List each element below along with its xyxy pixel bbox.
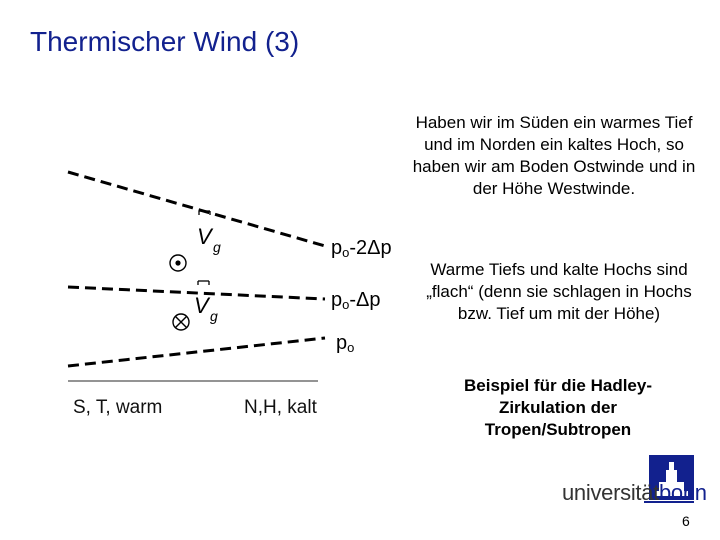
pressure-label-bottom: $p_o$ (336, 332, 355, 355)
into-page-symbol (173, 314, 189, 330)
explanation-paragraph-2: Warme Tiefs und kalte Hochs sind „flach“ (denn sie schlagen in Hochs bzw. Tief um mit der Höhe) (426, 260, 692, 323)
pressure-label-middle: $p_o-\Delta p$ (331, 289, 381, 312)
svg-text:g: g (213, 239, 221, 255)
geostrophic-wind-vector-upper (197, 211, 221, 255)
south-label: S, T, warm (73, 397, 163, 418)
university-logo-wordmark: universitätbonn (562, 480, 707, 505)
svg-text:V: V (197, 224, 212, 249)
isobar-lower (68, 338, 325, 366)
north-label: N,H, kalt (244, 397, 317, 418)
explanation-paragraph-1: Haben wir im Süden ein warmes Tief und im Norden ein kaltes Hoch, so haben wir am Boden Ostwinde und in der Höhe Westwinde. (412, 113, 696, 198)
svg-text:V: V (194, 293, 209, 318)
geostrophic-wind-vector-lower (194, 281, 218, 324)
page-title: Thermischer Wind (3) (30, 26, 300, 57)
hadley-example-paragraph: Beispiel für die Hadley-Zirkulation der Tropen/Subtropen (464, 376, 652, 439)
pressure-label-top: $p_o-2\Delta p$ (331, 237, 392, 260)
out-of-page-symbol (170, 255, 186, 271)
svg-text:g: g (210, 308, 218, 324)
page-number: 6 (682, 513, 690, 529)
